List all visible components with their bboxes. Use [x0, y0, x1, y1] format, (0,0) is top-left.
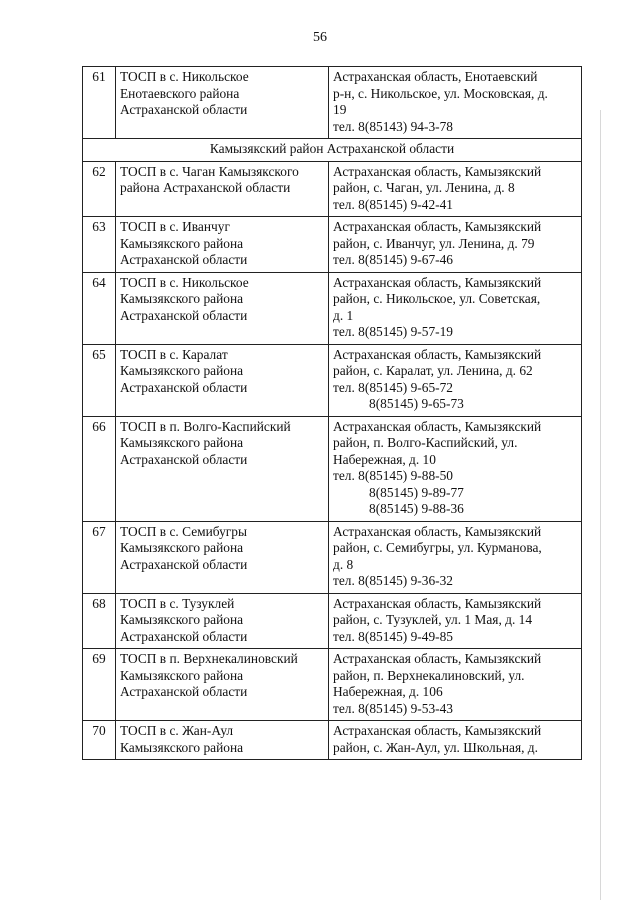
table-row [83, 593, 582, 649]
office-name-line: ТОСП в с. Семибугры [120, 523, 247, 539]
office-name-line: Астраханской области [120, 451, 248, 467]
address-line: р-н, с. Никольское, ул. Московская, д. [333, 85, 548, 101]
address-line: Астраханская область, Камызякский [333, 219, 542, 234]
address-line: район, с. Семибугры, ул. Курманова, [333, 540, 542, 555]
office-name-line: ТОСП в с. Никольское [120, 69, 249, 84]
office-name-line: Астраханской области [120, 102, 248, 117]
office-name-cell [116, 649, 329, 721]
office-name-line: Камызякского района [120, 363, 244, 378]
office-name-line: Камызякского района [120, 612, 244, 627]
table-row [83, 217, 582, 273]
address-line: район, с. Чаган, ул. Ленина, д. 8 [333, 180, 515, 195]
address-cell [329, 521, 582, 593]
address-cell [329, 161, 582, 217]
office-name-cell [116, 344, 329, 416]
office-name-line: Камызякского района [120, 739, 244, 755]
address-cell [329, 593, 582, 649]
row-number: 69 [83, 649, 116, 721]
address-line: Набережная, д. 106 [333, 684, 443, 699]
table-row [83, 721, 582, 760]
address-line: Астраханская область, Камызякский [333, 595, 542, 611]
address-cell [329, 217, 582, 273]
phone-line: тел. 8(85145) 9-57-19 [333, 324, 454, 339]
office-name-cell [116, 416, 329, 521]
phone-line: тел. 8(85143) 94-3-78 [333, 118, 454, 134]
table-row [83, 161, 582, 217]
office-name-line: Астраханской области [120, 379, 248, 395]
address-line: район, с. Тузуклей, ул. 1 Мая, д. 14 [333, 612, 533, 627]
address-cell [329, 272, 582, 344]
address-line: Астраханская область, Камызякский [333, 418, 542, 434]
phone-line: тел. 8(85145) 9-53-43 [333, 700, 454, 716]
address-line: Астраханская область, Камызякский [333, 274, 542, 290]
address-line: Астраханская область, Енотаевский [333, 69, 538, 84]
address-line: Астраханская область, Камызякский [333, 723, 542, 738]
address-line: район, с. Никольское, ул. Советская, [333, 291, 541, 306]
phone-line: тел. 8(85145) 9-67-46 [333, 252, 454, 267]
row-number: 65 [83, 344, 116, 416]
address-line: район, п. Волго-Каспийский, ул. [333, 435, 518, 450]
office-name-line: ТОСП в п. Верхнекалиновский [120, 651, 298, 666]
office-name-line: Астраханской области [120, 307, 248, 323]
address-cell [329, 416, 582, 521]
address-line: район, с. Иванчуг, ул. Ленина, д. 79 [333, 235, 535, 251]
office-name-line: Камызякского района [120, 667, 244, 683]
address-line: д. 8 [333, 556, 354, 572]
registry-body [83, 67, 582, 760]
address-line: Астраханская область, Камызякский [333, 651, 542, 666]
page-number: 56 [313, 30, 327, 45]
row-number: 68 [83, 593, 116, 649]
office-name-line: Астраханской области [120, 252, 248, 267]
table-row [83, 416, 582, 521]
office-name-line: Камызякского района [120, 291, 244, 306]
phone-line: тел. 8(85145) 9-36-32 [333, 573, 454, 588]
office-name-line: Камызякского района [120, 435, 244, 450]
address-line: район, с. Каралат, ул. Ленина, д. 62 [333, 363, 533, 378]
office-name-line: ТОСП в с. Никольское [120, 274, 249, 290]
office-name-line: района Астраханской области [120, 180, 291, 195]
office-name-cell [116, 521, 329, 593]
phone-line: тел. 8(85145) 9-42-41 [333, 196, 454, 212]
office-name-line: ТОСП в с. Чаган Камызякского [120, 163, 299, 179]
address-line: район, с. Жан-Аул, ул. Школьная, д. [333, 739, 538, 755]
row-number: 63 [83, 217, 116, 273]
office-name-line: Астраханской области [120, 628, 248, 644]
office-name-line: ТОСП в с. Иванчуг [120, 219, 230, 234]
phone-line: 8(85145) 9-88-36 [369, 501, 464, 516]
address-line: 19 [333, 102, 347, 117]
office-name-line: ТОСП в с. Жан-Аул [120, 723, 234, 738]
office-registry-table [82, 66, 582, 760]
address-line: Астраханская область, Камызякский [333, 163, 542, 179]
phone-line: тел. 8(85145) 9-65-72 [333, 379, 454, 395]
phone-line: тел. 8(85145) 9-49-85 [333, 628, 454, 644]
office-name-line: ТОСП в с. Каралат [120, 346, 228, 362]
section-row [83, 139, 582, 162]
office-name-cell [116, 272, 329, 344]
office-name-cell [116, 721, 329, 760]
row-number: 67 [83, 521, 116, 593]
section-heading: Камызякский район Астраханской области [83, 139, 582, 162]
row-number: 61 [83, 67, 116, 139]
address-cell [329, 67, 582, 139]
address-line: д. 1 [333, 307, 354, 323]
office-name-line: Астраханской области [120, 684, 248, 699]
address-cell [329, 721, 582, 760]
address-line: Астраханская область, Камызякский [333, 523, 542, 539]
office-name-cell [116, 217, 329, 273]
office-name-cell [116, 67, 329, 139]
address-line: Астраханская область, Камызякский [333, 346, 542, 362]
office-name-cell [116, 593, 329, 649]
office-name-line: Камызякского района [120, 235, 244, 251]
table-row [83, 521, 582, 593]
row-number: 66 [83, 416, 116, 521]
phone-line: 8(85145) 9-89-77 [369, 484, 464, 500]
office-name-line: Астраханской области [120, 556, 248, 572]
address-line: Набережная, д. 10 [333, 451, 436, 467]
table-row [83, 272, 582, 344]
row-number: 64 [83, 272, 116, 344]
table-row [83, 649, 582, 721]
address-cell [329, 344, 582, 416]
office-name-line: ТОСП в с. Тузуклей [120, 595, 235, 611]
phone-line: тел. 8(85145) 9-88-50 [333, 468, 454, 483]
office-name-line: ТОСП в п. Волго-Каспийский [120, 418, 291, 434]
office-name-cell [116, 161, 329, 217]
table-row [83, 67, 582, 139]
address-cell [329, 649, 582, 721]
address-line: район, п. Верхнекалиновский, ул. [333, 667, 525, 683]
office-name-line: Енотаевского района [120, 85, 240, 101]
phone-line: 8(85145) 9-65-73 [369, 396, 464, 411]
page-edge-line [600, 110, 601, 900]
row-number: 62 [83, 161, 116, 217]
office-name-line: Камызякского района [120, 540, 244, 555]
table-row [83, 344, 582, 416]
row-number: 70 [83, 721, 116, 760]
